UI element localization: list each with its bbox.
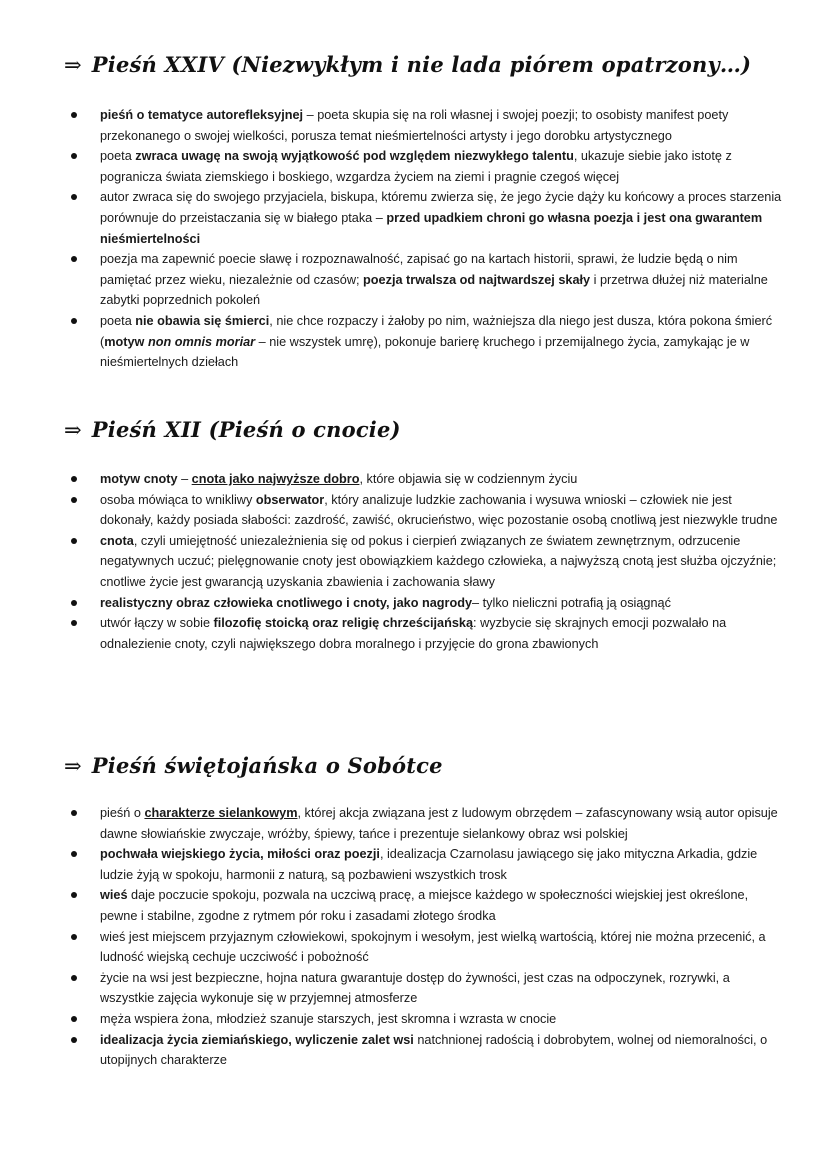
section-heading (64, 753, 443, 778)
list-item (64, 249, 784, 311)
arrow-icon: ⇒ (64, 418, 82, 442)
arrow-icon: ⇒ (64, 754, 82, 778)
text-run: pieśń o (100, 806, 145, 820)
text-run: poezja ma zapewnić poecie sławę i rozpoznawalność, zapisać go na kartach historii, sprawi, że ludzie będą o nim pamiętać przez wieku, niezależnie od czasów; (100, 252, 738, 287)
text-run: autor zwraca się do swojego przyjaciela, biskupa, któremu zwierza się, że jego życie dąży ku końcowy a proces starzenia porównuje do przeistaczania się w białego ptaka – (100, 190, 782, 225)
list-item (64, 490, 784, 531)
text-run: wieś (100, 888, 128, 903)
text-run: wieś jest miejscem przyjaznym człowiekowi, spokojnym i wesołym, jest wielką wartością, której nie można przecenić, a ludność wiejską cechuje uczciwość i pobożność (100, 929, 766, 965)
list-item (64, 469, 784, 490)
text-run: motyw (104, 334, 148, 349)
text-run: , które objawia się w codziennym życiu (359, 472, 578, 486)
list-item (64, 531, 784, 593)
text-run: – (177, 472, 192, 486)
text-run: przed upadkiem chroni go własna poezja i jest ona gwarantem nieśmiertelności (100, 210, 763, 246)
text-run: utwór łączy w sobie (100, 616, 214, 631)
text-run: obserwator (255, 492, 325, 507)
list-item (64, 311, 784, 373)
bullet-list (64, 469, 784, 654)
text-run: – tylko nieliczni potrafią ją osiągnąć (472, 595, 671, 610)
text-run: pochwała wiejskiego życia, miłości oraz poezji (100, 847, 380, 862)
list-item (64, 146, 784, 187)
list-item (64, 885, 784, 926)
list-item (64, 613, 784, 654)
list-item (64, 844, 784, 885)
text-run: poezja trwalsza od najtwardszej skały (363, 272, 591, 287)
text-run: poeta (100, 149, 136, 164)
text-run: charakterze sielankowym (144, 806, 298, 820)
arrow-icon: ⇒ (64, 53, 82, 77)
list-item (64, 593, 784, 614)
text-run: non omnis moriar (147, 334, 256, 349)
list-item (64, 927, 784, 968)
text-run: , ukazuje siebie jako istotę z pogranicza świata ziemskiego i boskiego, wzgardza życiem na ziemi i pragnie czegoś więcej (100, 149, 732, 184)
text-run: idealizacja życia ziemiańskiego, wyliczenie zalet wsi (100, 1032, 414, 1047)
text-run: , który analizuje ludzkie zachowania i wysuwa wnioski – człowiek nie jest dokonały, każdy posiada słabości: zazdrość, zawiść, okrucieństwo, więc pozostanie osobą cnotliwą jest niezwykle trudne (100, 492, 778, 528)
text-run: realistyczny obraz człowieka cnotliwego i cnoty, jako nagrody (100, 595, 473, 610)
text-run: daje poczucie spokoju, pozwala na uczciwą pracę, a miejsce każdego w społeczności wiejskiej jest określone, pewne i stabilne, zgodne z rytmem pór roku i zasadami złotego środka (100, 888, 749, 923)
text-run: pieśń o tematyce autorefleksyjnej (100, 108, 304, 122)
text-run: motyw cnoty (100, 472, 178, 486)
bullet-list (64, 105, 784, 373)
list-item (64, 1009, 784, 1030)
section-heading (64, 417, 401, 442)
text-run: , idealizacja Czarnolasu jawiącego się jako mityczna Arkadia, gdzie ludzie żyją w spokoju, harmonii z naturą, są pozbawieni wszystkich trosk (100, 847, 758, 882)
text-run: nie obawia się śmierci (135, 313, 270, 328)
list-item (64, 1030, 784, 1071)
section-heading (64, 52, 751, 77)
text-run: zwraca uwagę na swoją wyjątkowość pod względem niezwykłego talentu (135, 149, 574, 164)
text-run: męża wspiera żona, młodzież szanuje starszych, jest skromna i wzrasta w cnocie (100, 1011, 557, 1026)
text-run: życie na wsi jest bezpieczne, hojna natura gwarantuje dostęp do żywności, jest czas na odpoczynek, rozrywki, a wszystkie zajęcia wykonuje się w przyjemnej atmosferze (100, 970, 730, 1006)
text-run: osoba mówiąca to wnikliwy (100, 492, 256, 507)
text-run: i przetrwa dłużej niż materialne zabytki poprzednich pokoleń (100, 272, 768, 308)
text-run: – poeta skupia się na roli własnej i swojej poezji; to osobisty manifest poety przekonanego o swojej wielkości, porusza temat nieśmiertelności artysty i jego dorobku artystycznego (100, 108, 729, 143)
text-run: , nie chce rozpaczy i żałoby po nim, ważniejsza dla niego jest dusza, która pokona śmierć ( (100, 313, 773, 349)
text-run: poeta (100, 313, 136, 328)
list-item (64, 105, 784, 146)
text-run: – nie wszystek umrę), pokonuje barierę kruchego i przemijalnego życia, zamykając je w nieśmiertelnych dziełach (100, 334, 750, 370)
text-run: cnota (100, 533, 134, 548)
section-title: Pieśń świętojańska o Sobótce (91, 753, 443, 778)
section-title: Pieśń XII (Pieśń o cnocie) (91, 417, 401, 442)
bullet-list (64, 803, 784, 1071)
list-item (64, 803, 784, 844)
text-run: , czyli umiejętność uniezależnienia się od pokus i cierpień związanych ze światem zewnętrznym, odrzucenie negatywnych uczuć; pielęgnowanie cnoty jest obowiązkiem każdego człowieka, a najwyższą cnotą jest służba ojczyźnie; cnotliwe życie jest gwarancją uzyskania zbawienia i zachowania sławy (100, 533, 777, 589)
list-item (64, 968, 784, 1009)
text-run: , której akcja związana jest z ludowym obrzędem – zafascynowany wsią autor opisuje dawne słowiańskie zwyczaje, wróżby, śpiewy, tańce i prezentuje sielankowy obraz wsi polskiej (100, 806, 778, 841)
section-title: Pieśń XXIV (Niezwykłym i nie lada piórem opatrzony…) (91, 52, 752, 77)
text-run: cnota jako najwyższe dobro (191, 472, 360, 486)
text-run: filozofię stoicką oraz religię chrześcijańską (213, 616, 474, 631)
text-run: : wyzbycie się skrajnych emocji pozwalało na odnalezienie cnoty, czyli największego dobra moralnego i przyjęcie do grona zbawionych (100, 616, 727, 651)
text-run: natchnionej radością i dobrobytem, wolnej od niemoralności, o utopijnych charakterze (100, 1032, 768, 1068)
list-item (64, 187, 784, 249)
